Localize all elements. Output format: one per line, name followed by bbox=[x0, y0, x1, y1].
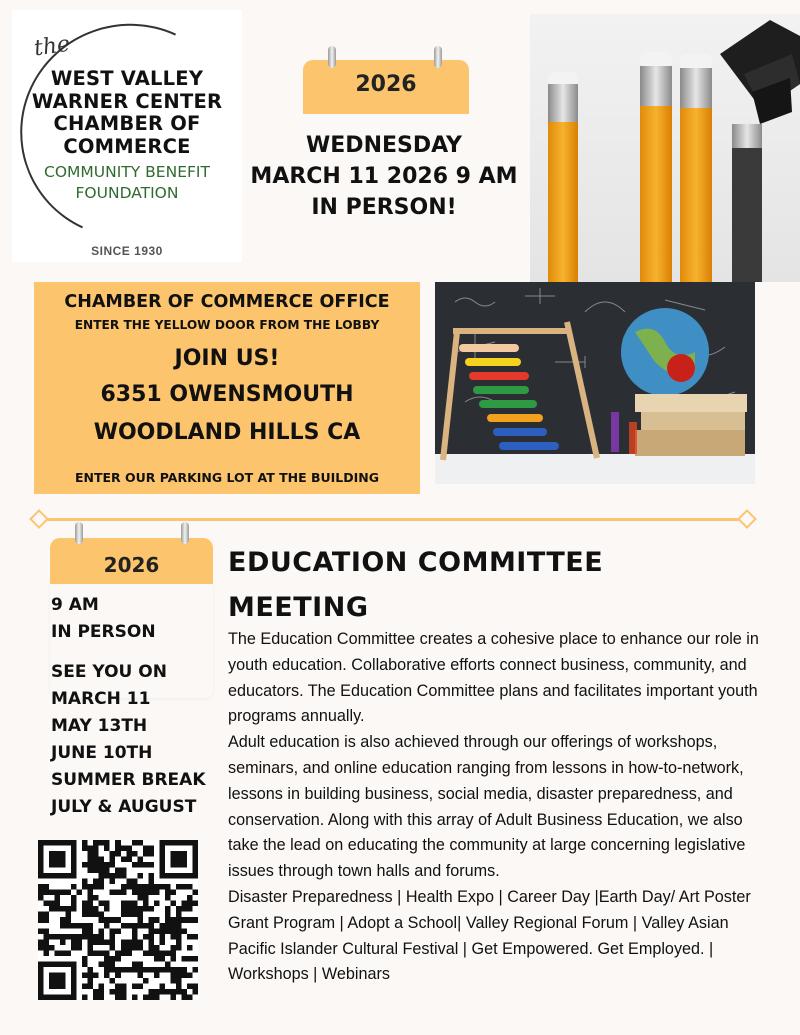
city-address: WOODLAND HILLS CA bbox=[93, 420, 361, 445]
classroom-abacus-globe-picture bbox=[435, 282, 755, 484]
schedule-break-months: JULY & AUGUST bbox=[51, 797, 197, 817]
door-note: ENTER THE YELLOW DOOR FROM THE LOBBY bbox=[74, 318, 380, 332]
chamber-logo bbox=[12, 10, 242, 262]
schedule-time: 9 AM bbox=[51, 595, 99, 615]
calendar-ring-icon bbox=[75, 522, 83, 544]
description-paragraph: Adult education is also achieved through our offerings of workshops, seminars, and online education ranging from lessons in how-to-network, lessons in building business, social media, disaster preparedness, and conservation. Along with this array of Adult Business Education, we also take the lead on educating the community at large concerning legislative issues through town halls and forums. bbox=[228, 733, 746, 881]
event-day: WEDNESDAY bbox=[306, 133, 462, 158]
logo-name-line: CHAMBER OF bbox=[53, 112, 201, 135]
schedule-break: SUMMER BREAK bbox=[51, 770, 206, 790]
committee-heading-line: MEETING bbox=[228, 592, 369, 623]
parking-note: ENTER OUR PARKING LOT AT THE BUILDING bbox=[74, 470, 380, 485]
event-format: IN PERSON! bbox=[311, 195, 457, 220]
street-address: 6351 OWENSMOUTH bbox=[100, 382, 354, 407]
programs-list: Disaster Preparedness | Health Expo | Career Day |Earth Day/ Art Poster Grant Program | Adopt a School| Valley Regional Forum | Valley Asian Pacific Islander Cultural Festival | Get Empowered. Get Employed. | Workshops | Webinars bbox=[228, 887, 751, 984]
office-title: CHAMBER OF COMMERCE OFFICE bbox=[64, 292, 390, 312]
committee-heading bbox=[228, 540, 768, 630]
schedule-item: SEE YOU ON bbox=[51, 662, 167, 682]
schedule-date: JUNE 10TH bbox=[51, 743, 153, 763]
address-box bbox=[34, 282, 420, 494]
logo-foundation-line: FOUNDATION bbox=[75, 184, 179, 202]
pencils-graduation-cap-picture bbox=[530, 14, 800, 282]
logo-name-line: COMMERCE bbox=[63, 134, 191, 158]
event-date-time: MARCH 11 2026 9 AM bbox=[250, 164, 518, 189]
top-event-details bbox=[236, 130, 532, 223]
schedule-format: IN PERSON bbox=[51, 622, 156, 642]
divider-diamond-icon bbox=[737, 509, 757, 529]
join-us-text: JOIN US! bbox=[174, 346, 280, 371]
calendar-ring-icon bbox=[328, 46, 336, 68]
divider-diamond-icon bbox=[29, 509, 49, 529]
description-paragraph: The Education Committee creates a cohesive place to enhance our role in youth education. Collaborative efforts connect business, community, and educators. The Education Committee plans and facilitates important youth programs annually. bbox=[228, 630, 759, 726]
calendar-ring-icon bbox=[181, 522, 189, 544]
logo-since: SINCE 1930 bbox=[91, 244, 163, 258]
logo-the-script: the bbox=[32, 31, 72, 62]
logo-name-line: WARNER CENTER bbox=[31, 89, 223, 113]
meeting-schedule bbox=[51, 592, 231, 821]
schedule-date: MARCH 11 bbox=[51, 689, 151, 709]
schedule-calendar-year: 2026 bbox=[103, 553, 160, 577]
section-divider bbox=[38, 518, 750, 521]
logo-name-line: WEST VALLEY bbox=[50, 67, 204, 90]
schedule-date: MAY 13TH bbox=[51, 716, 148, 736]
logo-organization-name bbox=[12, 68, 242, 158]
calendar-ring-icon bbox=[434, 46, 442, 68]
logo-foundation-name bbox=[12, 162, 242, 204]
committee-description bbox=[228, 627, 773, 988]
qr-code-icon[interactable] bbox=[38, 840, 198, 1000]
logo-foundation-line: COMMUNITY BENEFIT bbox=[44, 163, 210, 181]
top-calendar-year: 2026 bbox=[355, 72, 417, 97]
committee-heading-line: EDUCATION COMMITTEE bbox=[228, 547, 604, 578]
